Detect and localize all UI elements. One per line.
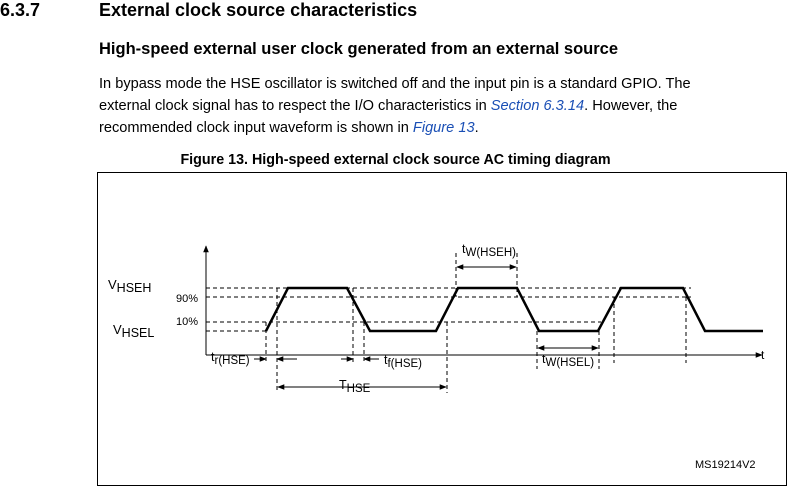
vhseh-label: VHSEH: [108, 277, 152, 295]
body-paragraph: [99, 73, 789, 139]
tf-label: tf(HSE): [384, 353, 422, 370]
section-title: External clock source characteristics: [99, 0, 418, 20]
clock-waveform: [266, 288, 763, 331]
vhsel-label: VHSEL: [113, 322, 155, 340]
section-number: 6.3.7: [0, 0, 41, 20]
thse-label: THSE: [339, 378, 371, 395]
paragraph-text: recommended clock input waveform is shown in: [99, 120, 413, 136]
paragraph-line-3: [99, 117, 789, 139]
subsection-title: High-speed external user clock generated from an external source: [99, 40, 619, 58]
figure-frame: [97, 172, 787, 486]
pct10-label: 10%: [176, 316, 199, 328]
section-link[interactable]: Section 6.3.14: [490, 98, 585, 114]
figure-link[interactable]: Figure 13: [412, 120, 475, 136]
tr-label: tr(HSE): [211, 350, 250, 367]
twl-label: tW(HSEL): [542, 352, 595, 369]
paragraph-text: .: [474, 120, 479, 136]
t-axis-label: t: [761, 348, 765, 362]
figure-caption: Figure 13. High-speed external clock source AC timing diagram: [180, 152, 611, 168]
figure-ref-code: MS19214V2: [695, 459, 756, 471]
timing-diagram: [98, 173, 788, 487]
twh-label: tW(HSEH): [462, 242, 516, 259]
pct90-label: 90%: [176, 293, 199, 305]
paragraph-line-2: [99, 95, 789, 117]
paragraph-text: . However, the: [584, 98, 678, 114]
paragraph-text: external clock signal has to respect the I/O characteristics in: [99, 98, 491, 114]
paragraph-line-1: In bypass mode the HSE oscillator is switched off and the input pin is a standard GPIO. The: [99, 76, 691, 92]
